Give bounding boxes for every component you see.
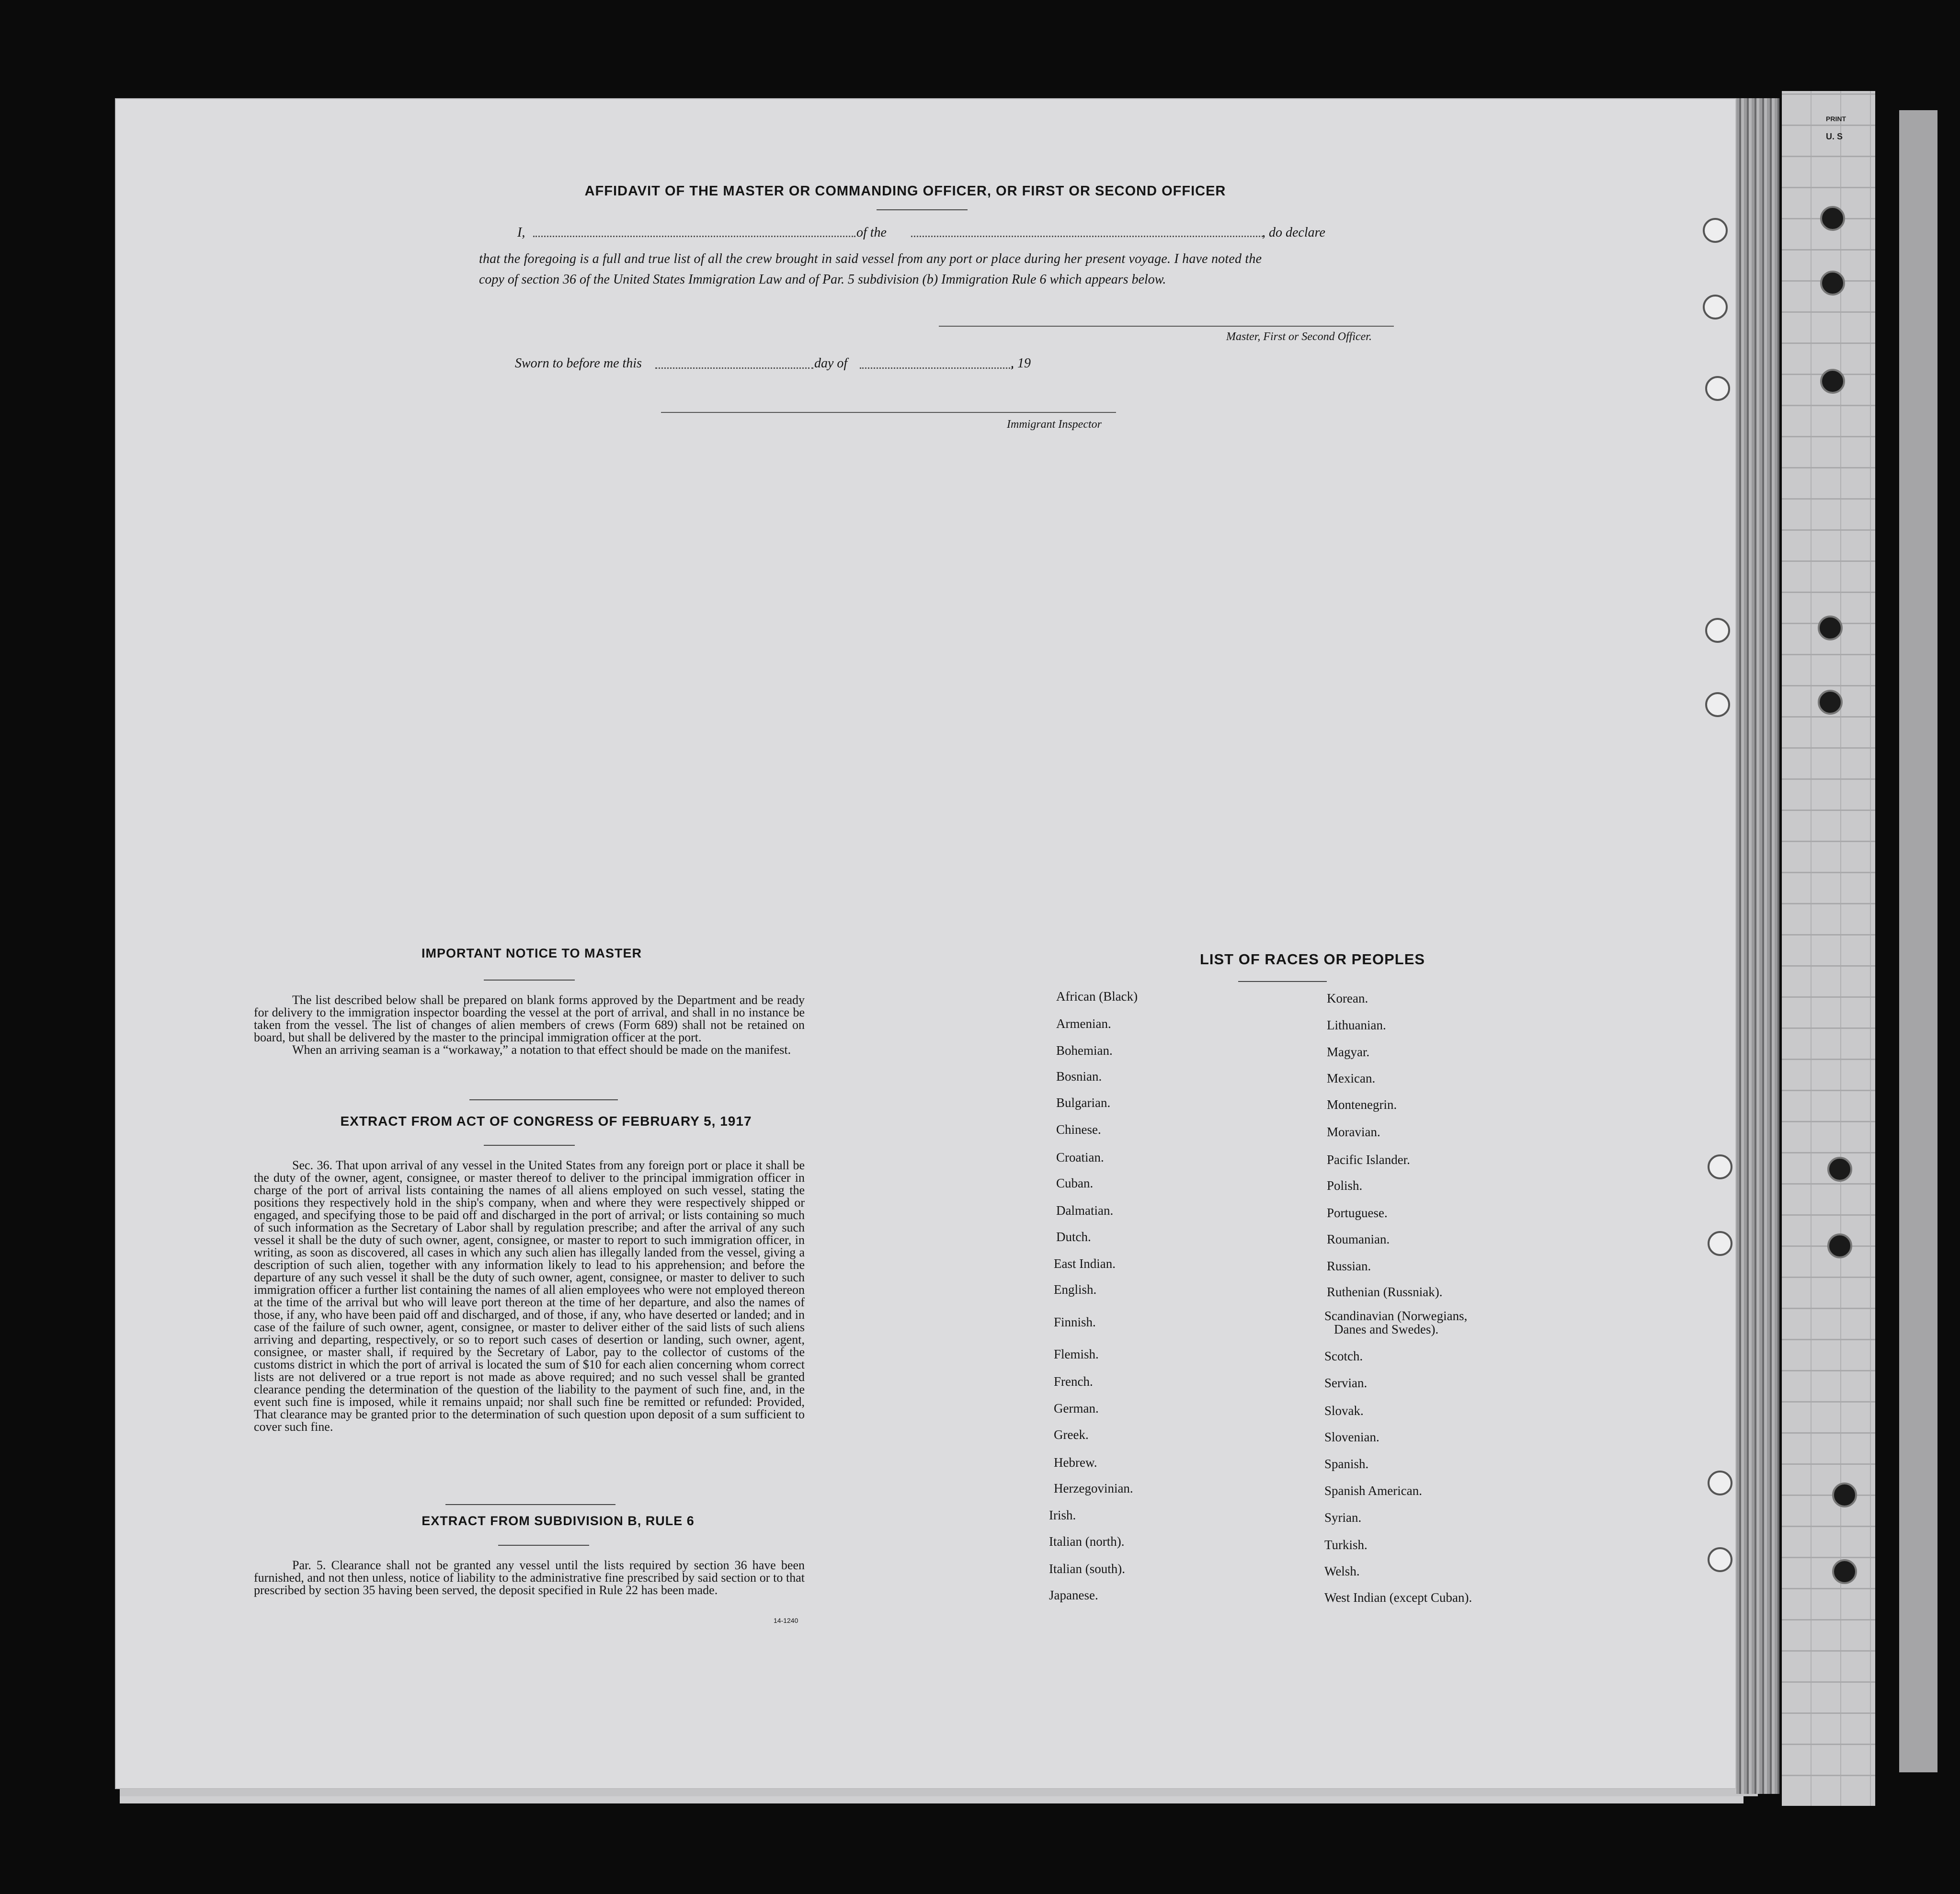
notice-paragraph-2: When an arriving seaman is a “workaway,” a notation to that effect should be made on the manifest. (292, 1043, 791, 1057)
act-section-36-text: Sec. 36. That upon arrival of any vessel in the United States from any foreign port or place it shall be the duty of the owner, agent, consignee, or master thereof to deliver to the principal immigration officer in charge of the port of arrival lists containing the names of all aliens employed on such vessel, stating the positions they respectively hold in the ship's company, when and where they were respectively shipped or engaged, and specifying those to be paid off and discharged in the port of arrival; or lists containing so much of such information as the Secretary of Labor shall by regulation prescribe; and after the arrival of any such vessel it shall be the duty of such owner, agent, consignee, or master to report to such immigration officer, in writing, as soon as discovered, all cases in which any such alien has illegally landed from the vessel, giving a description of such alien, together with any information likely to lead to his apprehension; and before the departure of any such vessel it shall be the duty of such owner, agent, consignee, or master to deliver to such immigration officer a further list containing the names of all alien employees who were not employed thereon at the time of the arrival but who will leave port thereon at the time of her departure, and also the names of those, if any, who have been paid off and discharged, and of those, if any, who have deserted or landed; and in case of the failure of such owner, agent, consignee, or master to deliver either of the said lists of such aliens arriving and departing, respectively, or so to report such cases of desertion or landing, such owner, agent, consignee, or master shall, if required by the Secretary of Labor, pay to the collector of customs of the customs district in which the port of arrival is located the sum of $10 for each alien concerning whom correct lists are not delivered or a true report is not made as above required; and no such vessel shall be granted clearance pending the determination of the question of the liability to the payment of such fine, and, in the event such fine is imposed, while it remains unpaid; nor shall such fine be remitted or refunded: Provided, That clearance may be granted prior to the determination of such question upon deposit of a sum sufficient to cover such fine. (254, 1158, 805, 1434)
race-item: Bohemian. (1056, 1043, 1113, 1058)
vessel-blank-line[interactable] (911, 236, 1263, 237)
race-item: Scandinavian (Norwegians, (1324, 1309, 1468, 1323)
binder-hole-icon (1827, 1233, 1852, 1258)
race-item: Dalmatian. (1056, 1203, 1114, 1218)
race-item: English. (1054, 1282, 1097, 1297)
race-item: Italian (south). (1049, 1562, 1125, 1576)
race-item: Armenian. (1056, 1016, 1111, 1031)
affidavit-text-line-2: that the foregoing is a full and true list of all the crew brought in said vessel from any port or place during her present voyage. I have noted the (479, 251, 1262, 266)
race-item: Dutch. (1056, 1230, 1091, 1244)
race-item: Welsh. (1324, 1564, 1360, 1578)
binder-hole-icon (1703, 295, 1728, 319)
act-text (254, 1159, 805, 1433)
binder-hole-icon (1832, 1559, 1857, 1584)
sworn-day-blank[interactable] (655, 367, 813, 369)
notice-paragraph-1: The list described below shall be prepared on blank forms approved by the Department and be ready for delivery to the immigration inspector boarding the vessel at the port of arrival, and shall in no instance be taken from the vessel. The list of changes of alien members of crews (Form 689) shall not be retained on board, but shall be delivered by the master to the principal immigration officer at the port. (254, 993, 805, 1044)
race-item: Slovenian. (1324, 1430, 1379, 1444)
rule-text (254, 1559, 805, 1597)
notice-underline (484, 980, 575, 981)
races-underline (1238, 981, 1327, 982)
manifest-page (115, 98, 1736, 1789)
notice-title: IMPORTANT NOTICE TO MASTER (422, 946, 642, 960)
binder-hole-icon (1708, 1547, 1732, 1572)
sworn-month-blank[interactable] (860, 367, 1013, 369)
race-item-continuation: Danes and Swedes). (1334, 1322, 1439, 1336)
rule-paragraph: Par. 5. Clearance shall not be granted any vessel until the lists required by section 36 have been furnished, and not then unless, notice of liability to the administrative fine prescribed by said section or to that prescribed by section 35 having been served, the deposit specified in Rule 22 has been made. (254, 1558, 805, 1597)
affidavit-i-label: I, (517, 225, 525, 240)
binder-hole-icon (1708, 1471, 1732, 1495)
races-title: LIST OF RACES OR PEOPLES (1199, 951, 1425, 968)
binder-hole-icon (1832, 1483, 1857, 1507)
race-item: Polish. (1327, 1178, 1363, 1193)
binder-hole-icon (1818, 690, 1843, 715)
race-item: East Indian. (1054, 1256, 1116, 1271)
year-label: , 19 (1011, 356, 1031, 371)
act-title: EXTRACT FROM ACT OF CONGRESS OF FEBRUARY 5, 1917 (340, 1114, 752, 1129)
binder-hole-icon (1820, 369, 1845, 394)
binder-hole-icon (1705, 692, 1730, 717)
race-item: Korean. (1327, 991, 1368, 1005)
race-item: Croatian. (1056, 1150, 1104, 1164)
notice-text (254, 994, 805, 1056)
race-item: Irish. (1049, 1508, 1076, 1522)
race-item: Scotch. (1324, 1349, 1363, 1363)
binder-hole-icon (1708, 1231, 1732, 1256)
binding-strip (1899, 110, 1937, 1772)
race-item: Roumanian. (1327, 1232, 1390, 1246)
race-item: Bulgarian. (1056, 1095, 1111, 1110)
race-item: Spanish American. (1324, 1483, 1422, 1498)
binder-hole-icon (1818, 616, 1843, 640)
master-signature-label: Master, First or Second Officer. (1226, 331, 1372, 343)
page-stack-edge (1736, 98, 1779, 1794)
race-item: West Indian (except Cuban). (1324, 1590, 1472, 1605)
adjacent-sheet-us-label: U. S (1826, 132, 1843, 141)
binder-hole-icon (1705, 618, 1730, 643)
race-item: Cuban. (1056, 1176, 1094, 1190)
race-item: Lithuanian. (1327, 1018, 1386, 1032)
adjacent-sheet (1782, 91, 1875, 1806)
binder-hole-icon (1708, 1154, 1732, 1179)
race-item: Chinese. (1056, 1122, 1101, 1137)
race-item: Portuguese. (1327, 1206, 1388, 1220)
race-item: Russian. (1327, 1259, 1371, 1273)
master-signature-line[interactable] (939, 326, 1394, 327)
race-item: German. (1054, 1401, 1099, 1415)
race-item: Moravian. (1327, 1125, 1380, 1139)
section-divider (445, 1504, 615, 1505)
binder-hole-icon (1705, 376, 1730, 401)
affidavit-declare-label: , do declare (1262, 225, 1325, 240)
race-item: African (Black) (1056, 989, 1138, 1004)
adjacent-sheet-print-label: PRINT (1826, 115, 1846, 123)
race-item: Slovak. (1324, 1403, 1364, 1418)
race-item: Greek. (1054, 1427, 1089, 1442)
race-item: Italian (north). (1049, 1534, 1125, 1549)
race-item: French. (1054, 1374, 1093, 1389)
binder-hole-icon (1827, 1157, 1852, 1182)
race-item: Herzegovinian. (1054, 1481, 1133, 1495)
race-item: Bosnian. (1056, 1069, 1102, 1084)
race-item: Flemish. (1054, 1347, 1099, 1361)
sworn-label: Sworn to before me this (515, 356, 642, 371)
race-item: Syrian. (1324, 1510, 1362, 1525)
race-item: Ruthenian (Russniak). (1327, 1285, 1443, 1299)
inspector-label: Immigrant Inspector (1007, 418, 1102, 431)
section-divider (469, 1099, 618, 1100)
binder-hole-icon (1820, 206, 1845, 231)
race-item: Finnish. (1054, 1315, 1096, 1329)
name-blank-line[interactable] (533, 236, 855, 237)
race-item: Magyar. (1327, 1045, 1370, 1059)
race-item: Mexican. (1327, 1071, 1376, 1085)
rule-underline (498, 1545, 589, 1546)
affidavit-of-label: of the (856, 225, 887, 240)
race-item: Hebrew. (1054, 1455, 1097, 1470)
title-underline (877, 209, 968, 210)
race-item: Turkish. (1324, 1538, 1367, 1552)
race-item: Pacific Islander. (1327, 1152, 1410, 1167)
race-item: Servian. (1324, 1376, 1367, 1390)
affidavit-text-line-3: copy of section 36 of the United States Immigration Law and of Par. 5 subdivision (b) Immigration Rule 6 which appears below. (479, 272, 1166, 287)
binder-hole-icon (1820, 271, 1845, 296)
race-item: Spanish. (1324, 1457, 1369, 1471)
form-number: 14-1240 (774, 1617, 798, 1624)
act-underline (484, 1145, 575, 1146)
race-item: Montenegrin. (1327, 1097, 1397, 1112)
race-item: Japanese. (1049, 1588, 1098, 1602)
rule-title: EXTRACT FROM SUBDIVISION B, RULE 6 (422, 1514, 695, 1528)
day-of-label: day of (814, 356, 848, 371)
affidavit-title: AFFIDAVIT OF THE MASTER OR COMMANDING OFFICER, OR FIRST OR SECOND OFFICER (584, 183, 1226, 199)
binder-hole-icon (1703, 218, 1728, 243)
inspector-signature-line[interactable] (661, 412, 1116, 413)
